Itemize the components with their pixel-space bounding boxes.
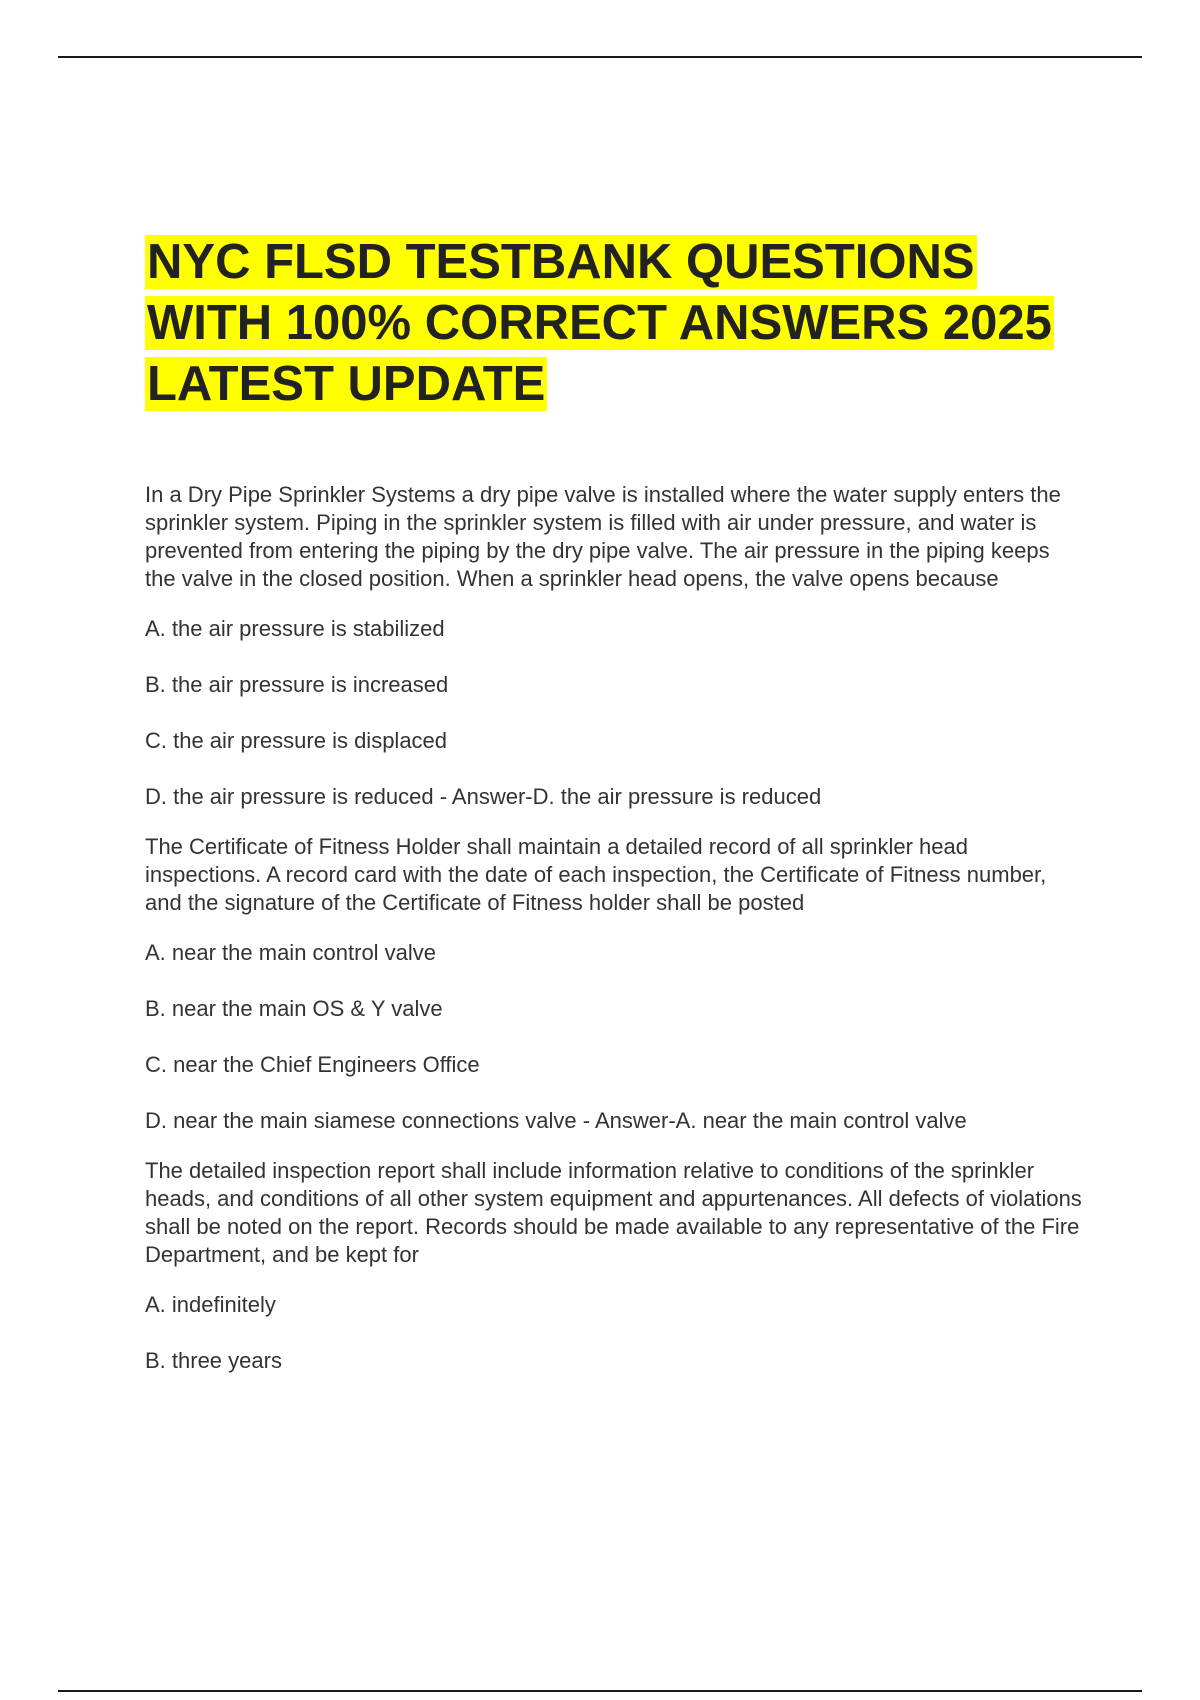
bottom-rule (58, 1690, 1142, 1692)
title-highlight: NYC FLSD TESTBANK QUESTIONS WITH 100% CORRECT ANSWERS 2025 LATEST UPDATE (147, 235, 1052, 411)
answer-option: B. the air pressure is increased (145, 672, 449, 697)
question-block-2 (145, 833, 1085, 1135)
answer-option: A. indefinitely (145, 1292, 276, 1317)
top-rule (58, 56, 1142, 58)
document-body (145, 232, 1085, 1403)
answer-option: B. three years (145, 1348, 282, 1373)
answer-option: C. near the Chief Engineers Office (145, 1052, 480, 1077)
answer-option: A. the air pressure is stabilized (145, 616, 445, 641)
answer-option: B. near the main OS & Y valve (145, 996, 443, 1021)
question-text: The Certificate of Fitness Holder shall maintain a detailed record of all sprinkler head inspections. A record card with the date of each inspection, the Certificate of Fitness number, and the signature of the Certificate of Fitness holder shall be posted (145, 834, 1047, 915)
answer-option: D. the air pressure is reduced - Answer-D. the air pressure is reduced (145, 784, 822, 809)
question-text: The detailed inspection report shall include information relative to conditions of the sprinkler heads, and conditions of all other system equipment and appurtenances. All defects of violations shall be noted on the report. Records should be made available to any representative of the Fire Department, and be kept for (145, 1158, 1082, 1267)
document-title (145, 232, 1085, 415)
answer-option: C. the air pressure is displaced (145, 728, 448, 753)
question-block-3 (145, 1157, 1085, 1375)
answer-option: D. near the main siamese connections valve - Answer-A. near the main control valve (145, 1108, 967, 1133)
answer-option: A. near the main control valve (145, 940, 437, 965)
question-text: In a Dry Pipe Sprinkler Systems a dry pipe valve is installed where the water supply enters the sprinkler system. Piping in the sprinkler system is filled with air under pressure, and water is prevented from entering the piping by the dry pipe valve. The air pressure in the piping keeps the valve in the closed position. When a sprinkler head opens, the valve opens because (145, 482, 1061, 591)
question-block-1 (145, 481, 1085, 811)
